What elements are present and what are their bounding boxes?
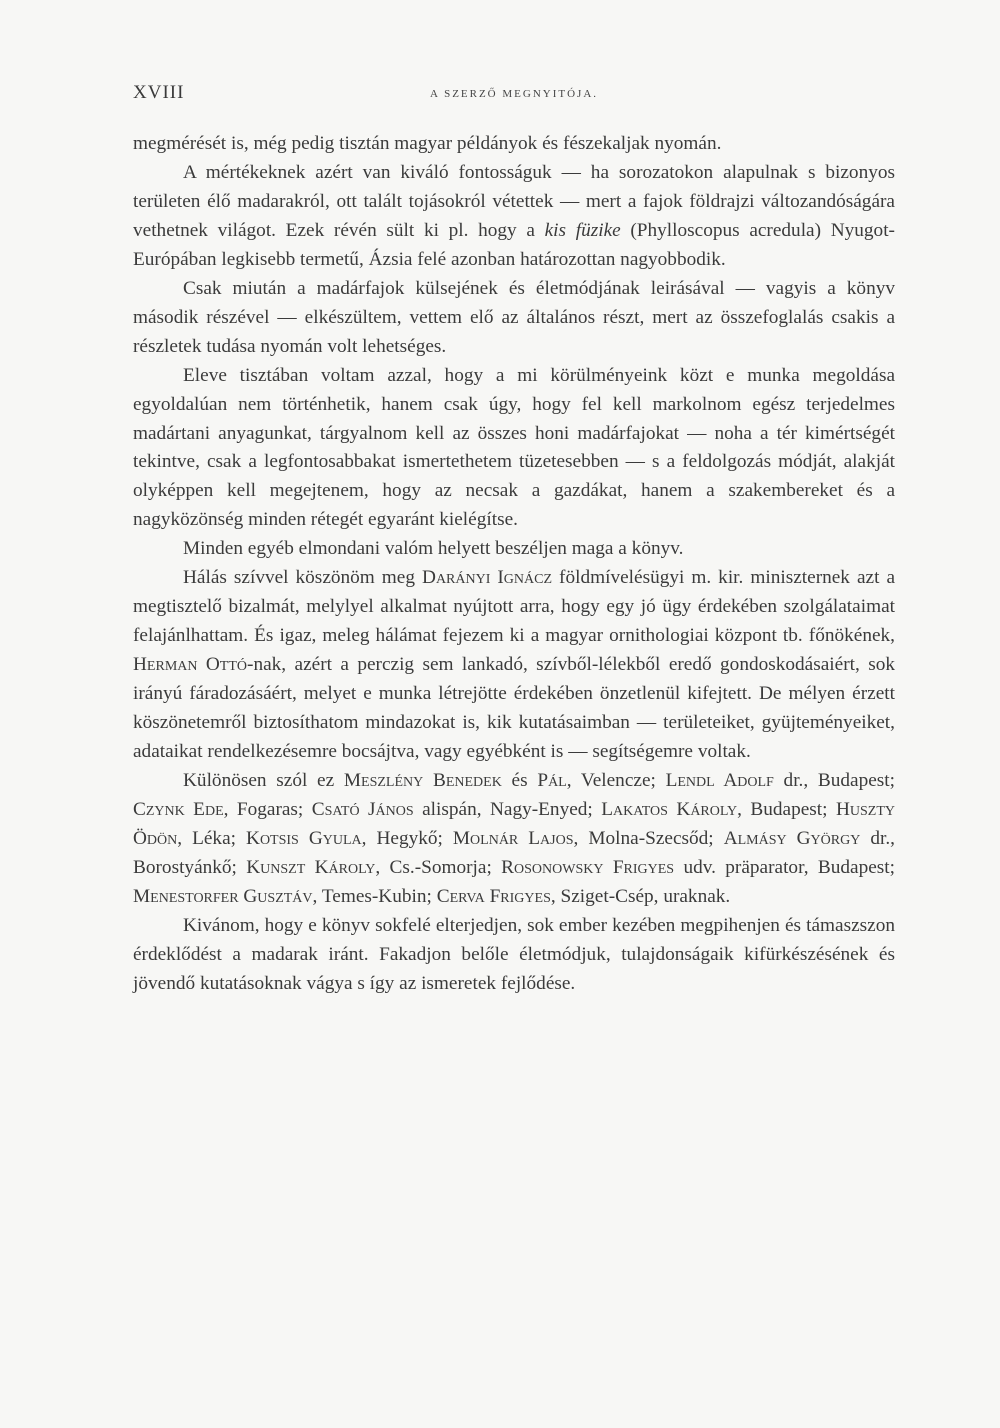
paragraph-7-text: , Hegykő;	[361, 827, 453, 849]
paragraph-2	[133, 159, 895, 275]
paragraph-7-text: , Cs.-Somorja;	[375, 856, 502, 878]
paragraph-8: Kivánom, hogy e könyv sokfelé elterjedjen, sok ember kezében megpihenjen és támaszszon érdeklődést a madarak iránt. Fakadjon belőle életmódjuk, tulajdonságaik kifürkészésének és jövendő kutatásoknak vágya s így az ismeretek fejlődése.	[133, 914, 895, 994]
paragraph-7-text: Különösen szól ez	[183, 769, 344, 791]
person-name: Cerva Frigyes	[436, 885, 551, 907]
person-name: Meszlény Benedek	[343, 769, 502, 791]
person-name: Kunszt Károly	[246, 856, 376, 878]
paragraph-1: megmérését is, még pedig tisztán magyar példányok és fészekaljak nyomán.	[133, 133, 722, 154]
paragraph-7-text: alispán, Nagy-Enyed;	[413, 798, 602, 820]
paragraph-2-text-c: (Phylloscopus acredula) Nyugot-Európában legkisebb termetű, Ázsia felé azonban határozottan nagyobbodik.	[133, 219, 895, 270]
page-number: XVIII	[133, 82, 185, 103]
paragraph-6	[133, 564, 895, 767]
paragraph-2-text-a: A mértékeknek azért van kiváló fontosságuk — ha sorozatokon alapulnak s bizonyos területen élő madarakról, ott talált tojásokról vétettek — mert a fajok földrajzi változandóságára vethetnek világot. Ezek révén sült ki pl. hogy a	[133, 161, 895, 241]
person-name: Rosonowsky Frigyes	[501, 856, 675, 878]
paragraph-7-text: , Sziget-Csép, uraknak.	[550, 885, 731, 907]
person-name: Almásy György	[723, 827, 861, 849]
person-name: Lakatos Károly	[601, 798, 738, 820]
person-name: Csató János	[311, 798, 414, 820]
paragraph-3: Csak miután a madárfajok külsejének és életmódjának leirásával — vagyis a könyv második részével — elkészültem, vettem elő az általános részt, mert az összefoglalás csakis a részletek tudása nyomán volt lehetséges.	[133, 277, 895, 357]
paragraph-6-text-c: földmívelésügyi m. kir. miniszternek azt a megtisztelő bizalmát, melylyel alkalmat nyújtott arra, hogy egy jó ügy érdekében szolgálataimat felajánlhattam. És igaz, meleg hálámat fejezem ki a magyar ornithologiai központ tb. főnökének,	[133, 567, 895, 647]
person-name: Lendl Adolf	[665, 769, 774, 791]
paragraph-6-text-a: Hálás szívvel köszönöm meg	[183, 567, 423, 589]
person-name: Molnár Lajos	[452, 827, 574, 849]
page-header	[133, 82, 895, 110]
person-name: Menestorfer Gusztáv	[133, 885, 313, 907]
person-name: Pál	[537, 769, 567, 791]
person-name-herman: Herman Ottó	[133, 654, 248, 676]
body-text	[133, 130, 895, 999]
person-name-daranyi: Darányi Ignácz	[422, 567, 553, 589]
paragraph-7-text: , Budapest;	[737, 798, 836, 820]
paragraph-7-text: dr., Budapest;	[773, 769, 896, 791]
paragraph-7-text: , Fogaras;	[223, 798, 312, 820]
paragraph-5: Minden egyéb elmondani valóm helyett beszéljen maga a könyv.	[183, 538, 684, 560]
paragraph-7-text: és	[501, 769, 538, 791]
paragraph-7-text: , Velencze;	[566, 769, 666, 791]
person-name: Czynk Ede	[133, 798, 224, 820]
species-name-italic: kis füzike	[544, 219, 621, 241]
paragraph-7-text: , Molna-Szecsőd;	[573, 827, 724, 849]
paragraph-7-text: , Léka;	[177, 827, 247, 849]
running-head: A SZERZŐ MEGNYITÓJA.	[429, 88, 599, 100]
paragraph-7	[133, 767, 895, 912]
paragraph-7-text: dr., Borostyánkő;	[133, 827, 895, 878]
paragraph-7-text: udv. präparator, Budapest;	[674, 856, 895, 878]
paragraph-6-text-e: -nak, azért a perczig sem lankadó, szívből-lélekből eredő gondoskodásaiért, sok irányú fáradozásáért, melyet e munka létrejötte érdekében önzetlenül kifejtett. De mélyen érzett köszönetemről biztosíthatom mindazokat is, kik kutatásaimban — területeiket, gyüjteményeiket, adataikat rendelkezésemre bocsájtva, vagy egyébként is — segítségemre voltak.	[133, 654, 895, 763]
person-name: Huszty Ödön	[133, 798, 895, 849]
paragraph-7-text: , Temes-Kubin;	[312, 885, 437, 907]
paragraph-4: Eleve tisztában voltam azzal, hogy a mi körülményeink közt e munka megoldása egyoldalúan nem történhetik, hanem csak úgy, hogy fel kell markolnom egész terjedelmes madártani anyagunkat, tárgyalnom kell az összes honi madárfajokat — noha a tér kimértségét tekintve, csak a legfontosabbakat ismertethetem tüzetesebben — s a feldolgozás módját, alakját olyképpen kell megejtenem, hogy az necsak a gazdákat, hanem a szakembereket és a nagyközönség minden rétegét egyaránt kielégítse.	[133, 364, 895, 531]
person-name: Kotsis Gyula	[246, 827, 362, 849]
